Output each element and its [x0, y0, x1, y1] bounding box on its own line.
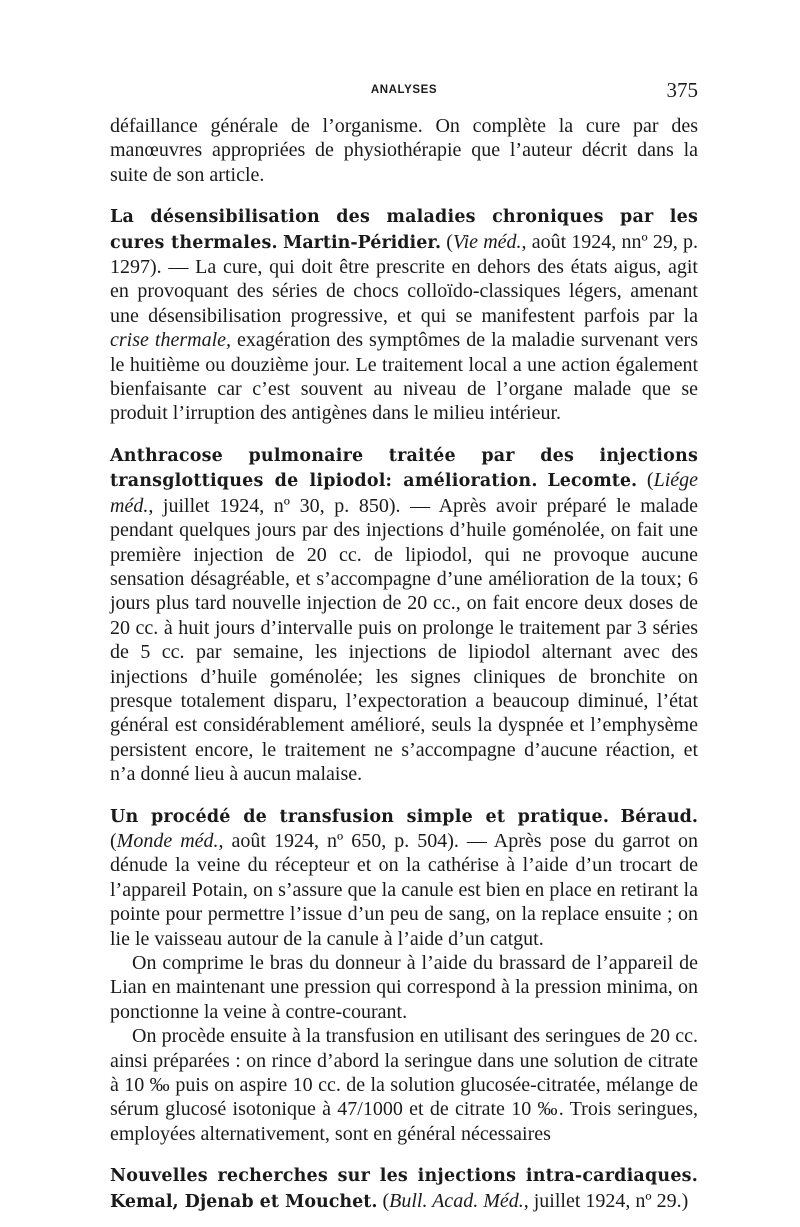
- article-title: Nouvelles recherches sur les injections intra-cardiaques.: [110, 1166, 698, 1187]
- article-author: Martin-Péridier.: [282, 232, 442, 253]
- article-paragraph: [110, 804, 698, 951]
- source-open: (: [646, 469, 654, 492]
- source-journal: Bull. Acad. Méd.: [389, 1189, 524, 1212]
- source-open: (: [110, 829, 117, 852]
- source-journal: Monde méd.: [116, 829, 219, 852]
- source-journal: Liége méd.: [110, 469, 699, 517]
- article-body: — Après avoir préparé le malade pendant quelques jours par des injections d’huile goménolée, on fait une première injection de 20 cc. de lipiodol, qui ne provoque aucune sensation désagréable, et s’accompagne d’une amélioration de la toux; 6 jours plus tard nouvelle injection de 20 cc., on fait encore deux doses de 20 cc. à huit jours d’intervalle puis on prolonge le traitement par 3 séries de 5 cc. par semaine, les injections de lipiodol alternant avec des injections d’huile goménolée; les signes cliniques de bronchite on presque totalement disparu, l’expectoration a beaucoup diminué, l’état général est considérablement amélioré, seuls la dyspnée et l’emphysème persistent encore, le traitement ne s’accompagne d’aucune réaction, et n’a donné lieu à aucun malaise.: [110, 494, 698, 786]
- page-body: [110, 114, 698, 1214]
- article-author: Kemal, Djenab et Mouchet.: [110, 1191, 378, 1212]
- intro-paragraph: défaillance générale de l’organisme. On complète la cure par des manœuvres appropriées de physiothérapie que l’auteur décrit dans la suite de son article.: [110, 115, 698, 186]
- source-details: , juillet 1924, nº 30, p. 850).: [148, 494, 401, 517]
- article-paragraph: [110, 443, 698, 787]
- article-desensibilisation: [110, 204, 698, 426]
- article-intra-cardiaques: [110, 1163, 698, 1214]
- running-title: ANALYSES: [370, 84, 438, 96]
- article-paragraph-3: On procède ensuite à la transfusion en utilisant des seringues de 20 cc. ainsi préparées : on rince d’abord la seringue dans une solution de citrate à 10 ‰ puis on aspire 10 cc. de la solution glucosée-citratée, mélange de sérum glucosé isotonique à 47/1000 et de citrate 10 ‰. Trois seringues, employées alternativement, sont en général nécessaires: [110, 1025, 698, 1145]
- source-open: (: [382, 1189, 390, 1212]
- article-body: — Après pose du garrot on dénude la veine du récepteur et on la cathérise à l’aide d’un trocart de l’appareil Potain, on s’assure que la canule est bien en place en retirant la pointe pour permettre l’issue d’un peu de sang, on la replace ensuite ; on lie le vaisseau autour de la canule à l’aide d’un catgut.: [110, 829, 699, 950]
- article-body-continued: exagération des symptômes de la maladie survenant vers le huitième ou douzième jour. Le traitement local a une action également bienfaisante car c’est souvent au niveau de l’organe malade que se produit l’irruption des antigènes dans le milieu intérieur.: [110, 329, 698, 425]
- article-paragraph: [110, 1163, 698, 1214]
- source-details: , août 1924, nnº 29, p. 1297).: [110, 230, 699, 279]
- source-journal: Vie méd.: [452, 230, 522, 253]
- article-paragraph-2: On comprime le bras du donneur à l’aide du brassard de l’appareil de Lian en maintenant une pression qui correspond à la pression minima, on ponctionne la veine à contre-courant.: [110, 952, 698, 1023]
- source-details: , août 1924, nº 650, p. 504).: [218, 829, 459, 852]
- article-transfusion: [110, 804, 698, 1147]
- article-body: — La cure, qui doit être prescrite en dehors des états aigus, agit en provoquant des séries de chocs colloïdo-classiques légers, amenant une désensibilisation progressive, et qui se manifestent parfois par la: [110, 256, 698, 327]
- article-anthracose: [110, 443, 698, 787]
- article-body-italic: crise thermale,: [110, 329, 232, 352]
- article-author: Lecomte.: [547, 471, 638, 492]
- article-title: Un procédé de transfusion simple et pratique.: [110, 806, 610, 827]
- source-open: (: [446, 230, 453, 253]
- source-details: , juillet 1924, nº 29.): [523, 1189, 689, 1212]
- article-title: Anthracose pulmonaire traitée par des injections transglottiques de lipiodol: amélioration.: [110, 445, 698, 492]
- article-title: La désensibilisation des maladies chroniques par les cures thermales.: [110, 207, 698, 253]
- article-author: Béraud.: [620, 806, 699, 827]
- running-head: [110, 78, 698, 102]
- article-paragraph: [110, 204, 698, 426]
- page-number: 375: [666, 78, 698, 102]
